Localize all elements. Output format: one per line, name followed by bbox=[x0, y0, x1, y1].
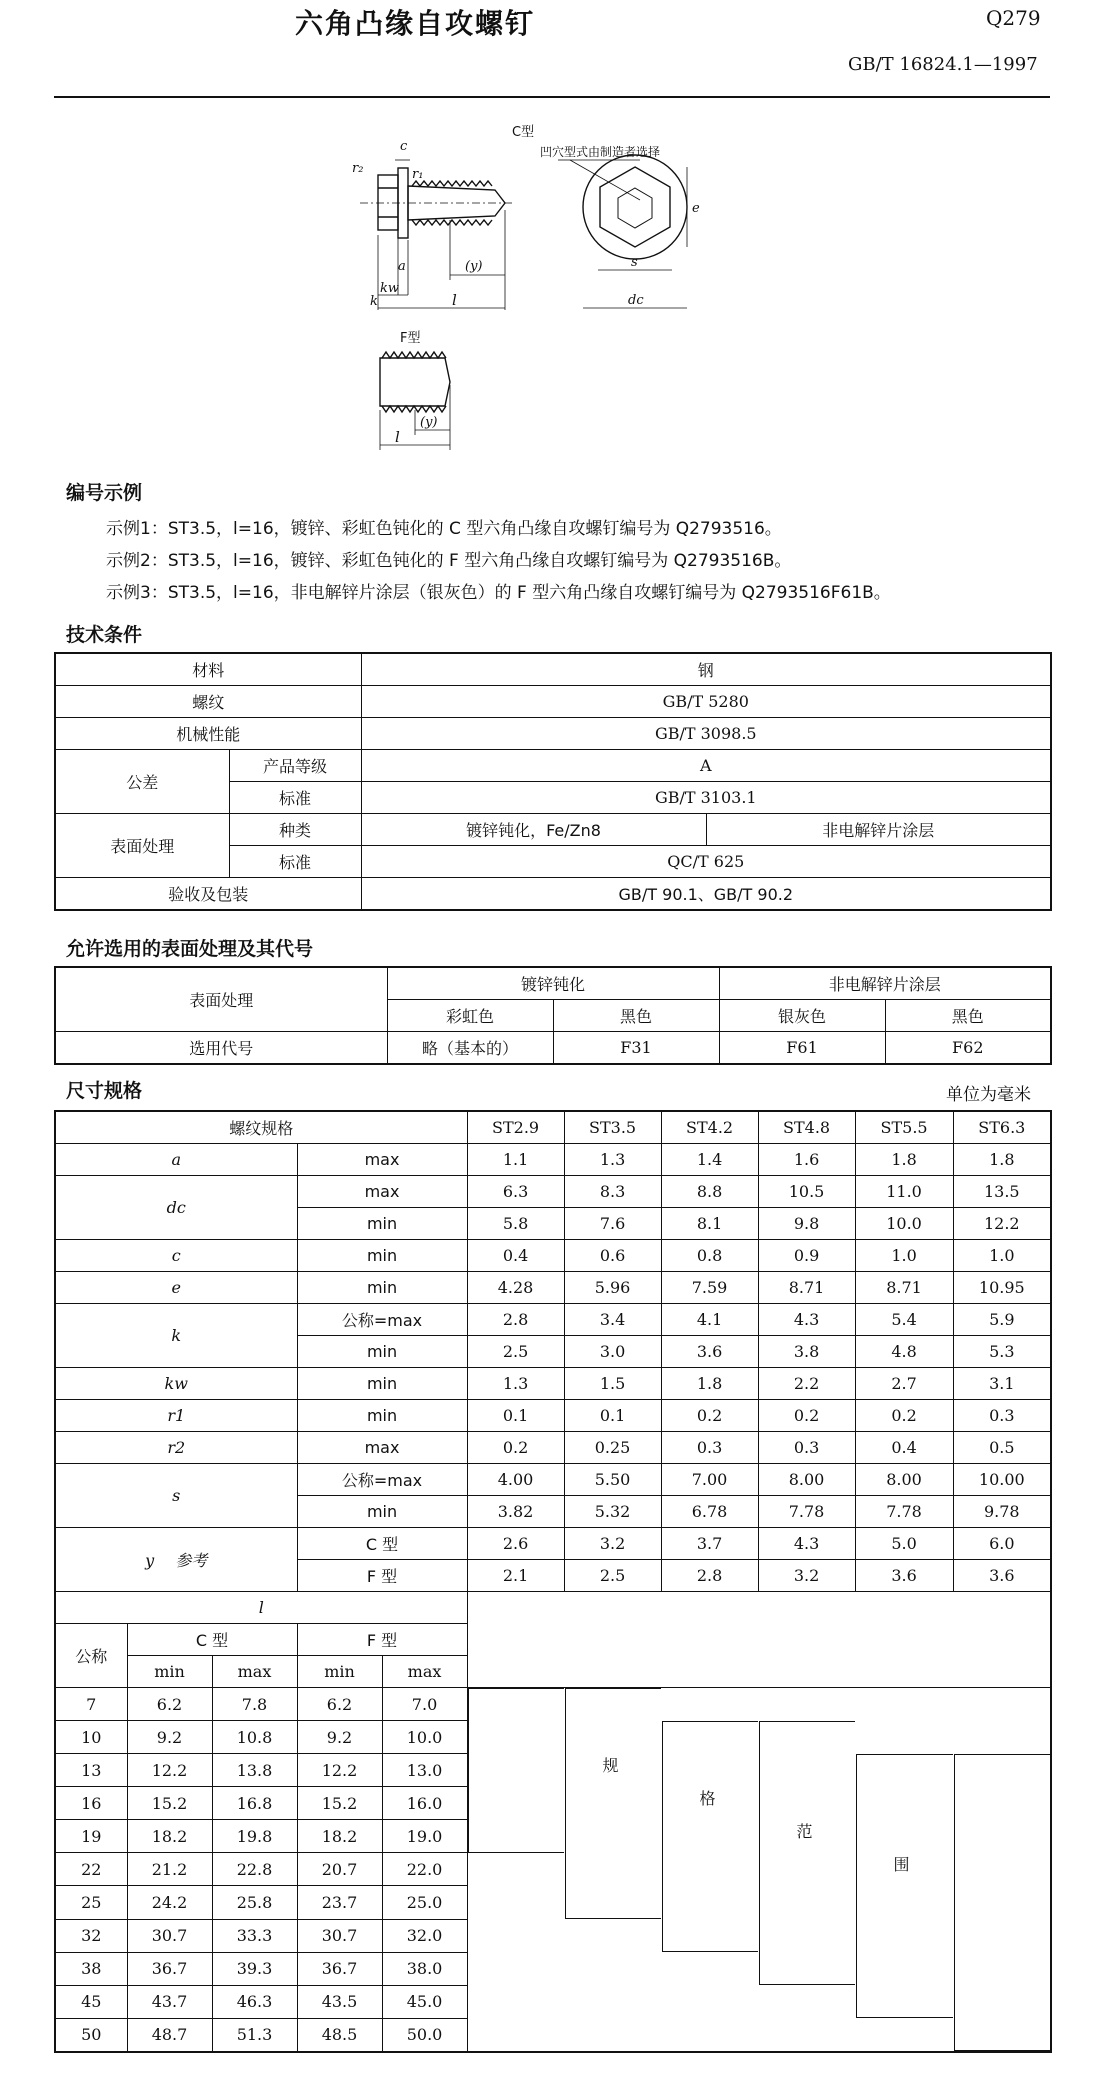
example-3: 示例3：ST3.5，l=16，非电解锌片涂层（银灰色）的 F 型六角凸缘自攻螺钉编号为 Q2793516F61B。 bbox=[106, 583, 891, 603]
dim-qualifier: min bbox=[297, 1400, 467, 1432]
dim-value: 0.25 bbox=[564, 1432, 661, 1464]
range-block bbox=[662, 1721, 758, 1952]
length-value: 6.2 bbox=[127, 1688, 212, 1721]
length-value: 13.8 bbox=[212, 1754, 297, 1787]
dimensions-table bbox=[54, 1110, 1052, 2053]
dim-qualifier: min bbox=[297, 1208, 467, 1240]
dim-value: 1.3 bbox=[564, 1144, 661, 1176]
length-value: 39.3 bbox=[212, 1952, 297, 1985]
y-label: (y) bbox=[465, 259, 483, 274]
range-block bbox=[565, 1688, 661, 1919]
length-value: 16 bbox=[55, 1787, 127, 1820]
dim-value: 4.00 bbox=[467, 1464, 564, 1496]
k-label: k bbox=[370, 294, 378, 309]
dim-value: 7.78 bbox=[855, 1496, 953, 1528]
dim-value: 0.6 bbox=[564, 1240, 661, 1272]
screw-drawing bbox=[340, 120, 760, 460]
dim-value: 7.6 bbox=[564, 1208, 661, 1240]
dim-value: 4.1 bbox=[661, 1304, 758, 1336]
dim-value: 1.4 bbox=[661, 1144, 758, 1176]
dim-symbol: s bbox=[55, 1464, 297, 1528]
dim-qualifier: min bbox=[297, 1336, 467, 1368]
dim-qualifier: F 型 bbox=[297, 1560, 467, 1592]
range-label: 围 bbox=[893, 1855, 910, 1874]
example-1: 示例1：ST3.5，l=16，镀锌、彩虹色钝化的 C 型六角凸缘自攻螺钉编号为 Q2793516。 bbox=[106, 519, 782, 539]
length-value: 43.5 bbox=[297, 1985, 382, 2018]
dim-value: 5.3 bbox=[953, 1336, 1051, 1368]
length-value: 12.2 bbox=[297, 1754, 382, 1787]
dim-value: 8.00 bbox=[758, 1464, 855, 1496]
dim-symbol: dc bbox=[55, 1176, 297, 1240]
hex-outline bbox=[600, 167, 670, 247]
r2-label: r₂ bbox=[352, 161, 364, 176]
dim-value: 1.1 bbox=[467, 1144, 564, 1176]
dim-value: 2.2 bbox=[758, 1368, 855, 1400]
length-value: 13 bbox=[55, 1754, 127, 1787]
l-header: l bbox=[55, 1592, 467, 1624]
dim-qualifier: min bbox=[297, 1496, 467, 1528]
length-row bbox=[55, 1688, 1051, 1721]
dim-value: 3.1 bbox=[953, 1368, 1051, 1400]
dim-value: 4.3 bbox=[758, 1304, 855, 1336]
example-2: 示例2：ST3.5，l=16，镀锌、彩虹色钝化的 F 型六角凸缘自攻螺钉编号为 Q2793516B。 bbox=[106, 551, 792, 571]
length-value: 15.2 bbox=[297, 1787, 382, 1820]
dim-value: 2.1 bbox=[467, 1560, 564, 1592]
dims-header-row bbox=[55, 1111, 1051, 1144]
dim-value: 7.78 bbox=[758, 1496, 855, 1528]
dim-value: 3.4 bbox=[564, 1304, 661, 1336]
dims-row bbox=[55, 1144, 1051, 1176]
dim-value: 3.6 bbox=[661, 1336, 758, 1368]
dim-value: 8.3 bbox=[564, 1176, 661, 1208]
dim-value: 4.28 bbox=[467, 1272, 564, 1304]
length-value: 32.0 bbox=[382, 1919, 467, 1952]
blank-area bbox=[467, 1592, 1051, 1688]
length-value: 10.0 bbox=[382, 1721, 467, 1754]
length-header-row bbox=[55, 1592, 1051, 1624]
max-header: max bbox=[382, 1656, 467, 1688]
dims-row bbox=[55, 1240, 1051, 1272]
dim-value: 3.0 bbox=[564, 1336, 661, 1368]
dim-value: 5.96 bbox=[564, 1272, 661, 1304]
dim-value: 0.9 bbox=[758, 1240, 855, 1272]
page-title: 六角凸缘自攻螺钉 bbox=[295, 7, 536, 40]
length-value: 48.7 bbox=[127, 2018, 212, 2052]
surface-table: 表面处理 镀锌钝化 非电解锌片涂层 彩虹色 黑色 银灰色 黑色 选用代号 略（基本的） F31 F61 F62 bbox=[54, 966, 1052, 1065]
dims-row bbox=[55, 1368, 1051, 1400]
kw-label: kw bbox=[380, 281, 400, 296]
dim-value: 0.3 bbox=[758, 1432, 855, 1464]
dim-qualifier: max bbox=[297, 1176, 467, 1208]
dim-symbol: kw bbox=[55, 1368, 297, 1400]
f-l-label: l bbox=[395, 428, 400, 446]
dim-symbol: c bbox=[55, 1240, 297, 1272]
surface-heading: 允许选用的表面处理及其代号 bbox=[66, 938, 314, 960]
c-label: c bbox=[400, 139, 408, 154]
dim-value: 10.0 bbox=[855, 1208, 953, 1240]
dim-qualifier: max bbox=[297, 1432, 467, 1464]
length-value: 32 bbox=[55, 1919, 127, 1952]
dim-value: 2.6 bbox=[467, 1528, 564, 1560]
dim-value: 0.3 bbox=[661, 1432, 758, 1464]
tech-table: 材料 钢 螺纹 GB/T 5280 机械性能 GB/T 3098.5 公差 产品等级 A 标准 GB/T 3103.1 表面处理 种类 镀锌钝化，Fe/Zn8 非电解锌片涂层 标准 QC/T 625 验收及包装 GB/T 90.1、GB/T 90.2 bbox=[54, 652, 1052, 911]
dim-value: 3.8 bbox=[758, 1336, 855, 1368]
size-header: ST4.8 bbox=[758, 1111, 855, 1144]
length-value: 46.3 bbox=[212, 1985, 297, 2018]
dim-value: 12.2 bbox=[953, 1208, 1051, 1240]
dim-value: 9.78 bbox=[953, 1496, 1051, 1528]
min-header: min bbox=[297, 1656, 382, 1688]
dim-value: 0.5 bbox=[953, 1432, 1051, 1464]
dc-label: dc bbox=[628, 293, 644, 308]
size-header: ST2.9 bbox=[467, 1111, 564, 1144]
range-label: 范 bbox=[796, 1822, 813, 1841]
dim-value: 8.71 bbox=[855, 1272, 953, 1304]
dim-value: 7.59 bbox=[661, 1272, 758, 1304]
page-code: Q279 bbox=[986, 6, 1041, 30]
dim-value: 1.3 bbox=[467, 1368, 564, 1400]
length-value: 25.0 bbox=[382, 1886, 467, 1919]
dim-value: 3.6 bbox=[855, 1560, 953, 1592]
length-value: 36.7 bbox=[127, 1952, 212, 1985]
designation-heading: 编号示例 bbox=[66, 482, 143, 504]
flange-circle bbox=[583, 155, 687, 259]
dim-value: 2.8 bbox=[467, 1304, 564, 1336]
dim-qualifier: max bbox=[297, 1144, 467, 1176]
dims-row bbox=[55, 1528, 1051, 1560]
dims-row bbox=[55, 1464, 1051, 1496]
dim-value: 7.00 bbox=[661, 1464, 758, 1496]
dim-value: 11.0 bbox=[855, 1176, 953, 1208]
length-value: 18.2 bbox=[297, 1820, 382, 1853]
range-block bbox=[468, 1688, 564, 1853]
hex-head-shape bbox=[378, 175, 398, 230]
dim-qualifier: min bbox=[297, 1368, 467, 1400]
f-y-label: (y) bbox=[420, 415, 438, 430]
length-value: 12.2 bbox=[127, 1754, 212, 1787]
dim-value: 1.5 bbox=[564, 1368, 661, 1400]
a-label: a bbox=[398, 259, 406, 274]
dim-value: 8.71 bbox=[758, 1272, 855, 1304]
dim-symbol: r1 bbox=[55, 1400, 297, 1432]
dim-value: 2.8 bbox=[661, 1560, 758, 1592]
dim-value: 0.1 bbox=[564, 1400, 661, 1432]
dim-value: 0.8 bbox=[661, 1240, 758, 1272]
dim-qualifier: 公称=max bbox=[297, 1304, 467, 1336]
nominal-header: 公称 bbox=[55, 1624, 127, 1688]
dim-value: 4.8 bbox=[855, 1336, 953, 1368]
length-value: 10.8 bbox=[212, 1721, 297, 1754]
dims-heading: 尺寸规格 bbox=[66, 1080, 143, 1102]
dim-value: 3.6 bbox=[953, 1560, 1051, 1592]
dim-value: 2.5 bbox=[564, 1560, 661, 1592]
length-value: 9.2 bbox=[297, 1721, 382, 1754]
length-value: 30.7 bbox=[127, 1919, 212, 1952]
dim-value: 10.00 bbox=[953, 1464, 1051, 1496]
dim-qualifier: 公称=max bbox=[297, 1464, 467, 1496]
f-type-header: F 型 bbox=[297, 1624, 467, 1656]
length-value: 7.8 bbox=[212, 1688, 297, 1721]
dim-value: 6.3 bbox=[467, 1176, 564, 1208]
unit-note: 单位为毫米 bbox=[946, 1085, 1031, 1105]
dim-value: 8.8 bbox=[661, 1176, 758, 1208]
dim-value: 9.8 bbox=[758, 1208, 855, 1240]
length-value: 38.0 bbox=[382, 1952, 467, 1985]
length-value: 19 bbox=[55, 1820, 127, 1853]
dim-value: 3.7 bbox=[661, 1528, 758, 1560]
dim-symbol: a bbox=[55, 1144, 297, 1176]
recess-note: 凹穴型式由制造者选择 bbox=[540, 145, 661, 159]
dim-value: 5.32 bbox=[564, 1496, 661, 1528]
dims-row bbox=[55, 1272, 1051, 1304]
dim-value: 13.5 bbox=[953, 1176, 1051, 1208]
header-rule bbox=[54, 96, 1050, 98]
length-value: 19.0 bbox=[382, 1820, 467, 1853]
dim-value: 0.4 bbox=[467, 1240, 564, 1272]
length-value: 23.7 bbox=[297, 1886, 382, 1919]
range-label: 规 bbox=[602, 1756, 619, 1775]
length-value: 16.8 bbox=[212, 1787, 297, 1820]
length-value: 24.2 bbox=[127, 1886, 212, 1919]
length-value: 10 bbox=[55, 1721, 127, 1754]
range-block bbox=[759, 1721, 855, 1985]
dim-value: 8.1 bbox=[661, 1208, 758, 1240]
dim-value: 10.5 bbox=[758, 1176, 855, 1208]
length-value: 25.8 bbox=[212, 1886, 297, 1919]
dim-symbol: e bbox=[55, 1272, 297, 1304]
size-header: ST3.5 bbox=[564, 1111, 661, 1144]
dims-row bbox=[55, 1432, 1051, 1464]
dim-value: 8.00 bbox=[855, 1464, 953, 1496]
l-label: l bbox=[452, 291, 457, 309]
length-value: 33.3 bbox=[212, 1919, 297, 1952]
min-header: min bbox=[127, 1656, 212, 1688]
length-value: 43.7 bbox=[127, 1985, 212, 2018]
dim-value: 0.2 bbox=[467, 1432, 564, 1464]
length-value: 45.0 bbox=[382, 1985, 467, 2018]
length-value: 45 bbox=[55, 1985, 127, 2018]
dim-value: 4.3 bbox=[758, 1528, 855, 1560]
tech-heading: 技术条件 bbox=[66, 624, 143, 646]
dim-value: 1.8 bbox=[855, 1144, 953, 1176]
c-type-header: C 型 bbox=[127, 1624, 297, 1656]
range-block bbox=[954, 1754, 1051, 2051]
f-type-label: F型 bbox=[400, 331, 421, 346]
dim-value: 0.1 bbox=[467, 1400, 564, 1432]
length-value: 9.2 bbox=[127, 1721, 212, 1754]
dim-value: 0.3 bbox=[953, 1400, 1051, 1432]
length-value: 36.7 bbox=[297, 1952, 382, 1985]
dim-value: 2.5 bbox=[467, 1336, 564, 1368]
dim-symbol: r2 bbox=[55, 1432, 297, 1464]
length-value: 21.2 bbox=[127, 1853, 212, 1886]
e-label: e bbox=[692, 201, 700, 216]
dim-value: 1.0 bbox=[953, 1240, 1051, 1272]
dim-value: 1.6 bbox=[758, 1144, 855, 1176]
size-header: ST4.2 bbox=[661, 1111, 758, 1144]
dim-symbol: k bbox=[55, 1304, 297, 1368]
length-value: 48.5 bbox=[297, 2018, 382, 2052]
dim-value: 5.8 bbox=[467, 1208, 564, 1240]
length-value: 22 bbox=[55, 1853, 127, 1886]
dims-row bbox=[55, 1400, 1051, 1432]
dim-value: 1.0 bbox=[855, 1240, 953, 1272]
dim-value: 6.78 bbox=[661, 1496, 758, 1528]
standard-number: GB/T 16824.1—1997 bbox=[848, 54, 1038, 75]
c-type-label: C型 bbox=[512, 125, 535, 140]
dim-value: 3.2 bbox=[758, 1560, 855, 1592]
length-value: 15.2 bbox=[127, 1787, 212, 1820]
dim-value: 0.4 bbox=[855, 1432, 953, 1464]
dim-value: 6.0 bbox=[953, 1528, 1051, 1560]
dim-value: 1.8 bbox=[661, 1368, 758, 1400]
range-label: 格 bbox=[699, 1789, 716, 1808]
dim-value: 3.2 bbox=[564, 1528, 661, 1560]
dim-qualifier: min bbox=[297, 1240, 467, 1272]
dim-value: 10.95 bbox=[953, 1272, 1051, 1304]
dim-symbol: y 参考 bbox=[55, 1528, 297, 1592]
size-header: ST6.3 bbox=[953, 1111, 1051, 1144]
dim-value: 5.9 bbox=[953, 1304, 1051, 1336]
length-value: 6.2 bbox=[297, 1688, 382, 1721]
length-value: 22.8 bbox=[212, 1853, 297, 1886]
length-value: 19.8 bbox=[212, 1820, 297, 1853]
dim-value: 5.0 bbox=[855, 1528, 953, 1560]
size-header: ST5.5 bbox=[855, 1111, 953, 1144]
dim-qualifier: C 型 bbox=[297, 1528, 467, 1560]
dim-qualifier: min bbox=[297, 1272, 467, 1304]
length-value: 18.2 bbox=[127, 1820, 212, 1853]
spec-header: 螺纹规格 bbox=[55, 1111, 467, 1144]
dim-value: 0.2 bbox=[758, 1400, 855, 1432]
length-value: 7.0 bbox=[382, 1688, 467, 1721]
length-value: 13.0 bbox=[382, 1754, 467, 1787]
r1-label: r₁ bbox=[412, 167, 424, 182]
dim-value: 5.50 bbox=[564, 1464, 661, 1496]
length-value: 38 bbox=[55, 1952, 127, 1985]
dim-value: 0.2 bbox=[661, 1400, 758, 1432]
length-value: 50 bbox=[55, 2018, 127, 2052]
length-value: 22.0 bbox=[382, 1853, 467, 1886]
dim-value: 0.2 bbox=[855, 1400, 953, 1432]
range-block bbox=[856, 1754, 953, 2018]
s-label: s bbox=[631, 255, 638, 270]
length-value: 25 bbox=[55, 1886, 127, 1919]
dim-value: 5.4 bbox=[855, 1304, 953, 1336]
dims-row bbox=[55, 1304, 1051, 1336]
dim-value: 1.8 bbox=[953, 1144, 1051, 1176]
length-value: 16.0 bbox=[382, 1787, 467, 1820]
range-diagram bbox=[468, 1688, 1051, 2051]
dim-value: 3.82 bbox=[467, 1496, 564, 1528]
dims-row bbox=[55, 1176, 1051, 1208]
range-area bbox=[467, 1688, 1051, 2053]
max-header: max bbox=[212, 1656, 297, 1688]
length-value: 30.7 bbox=[297, 1919, 382, 1952]
length-value: 7 bbox=[55, 1688, 127, 1721]
length-value: 50.0 bbox=[382, 2018, 467, 2052]
dim-value: 2.7 bbox=[855, 1368, 953, 1400]
length-value: 51.3 bbox=[212, 2018, 297, 2052]
length-value: 20.7 bbox=[297, 1853, 382, 1886]
